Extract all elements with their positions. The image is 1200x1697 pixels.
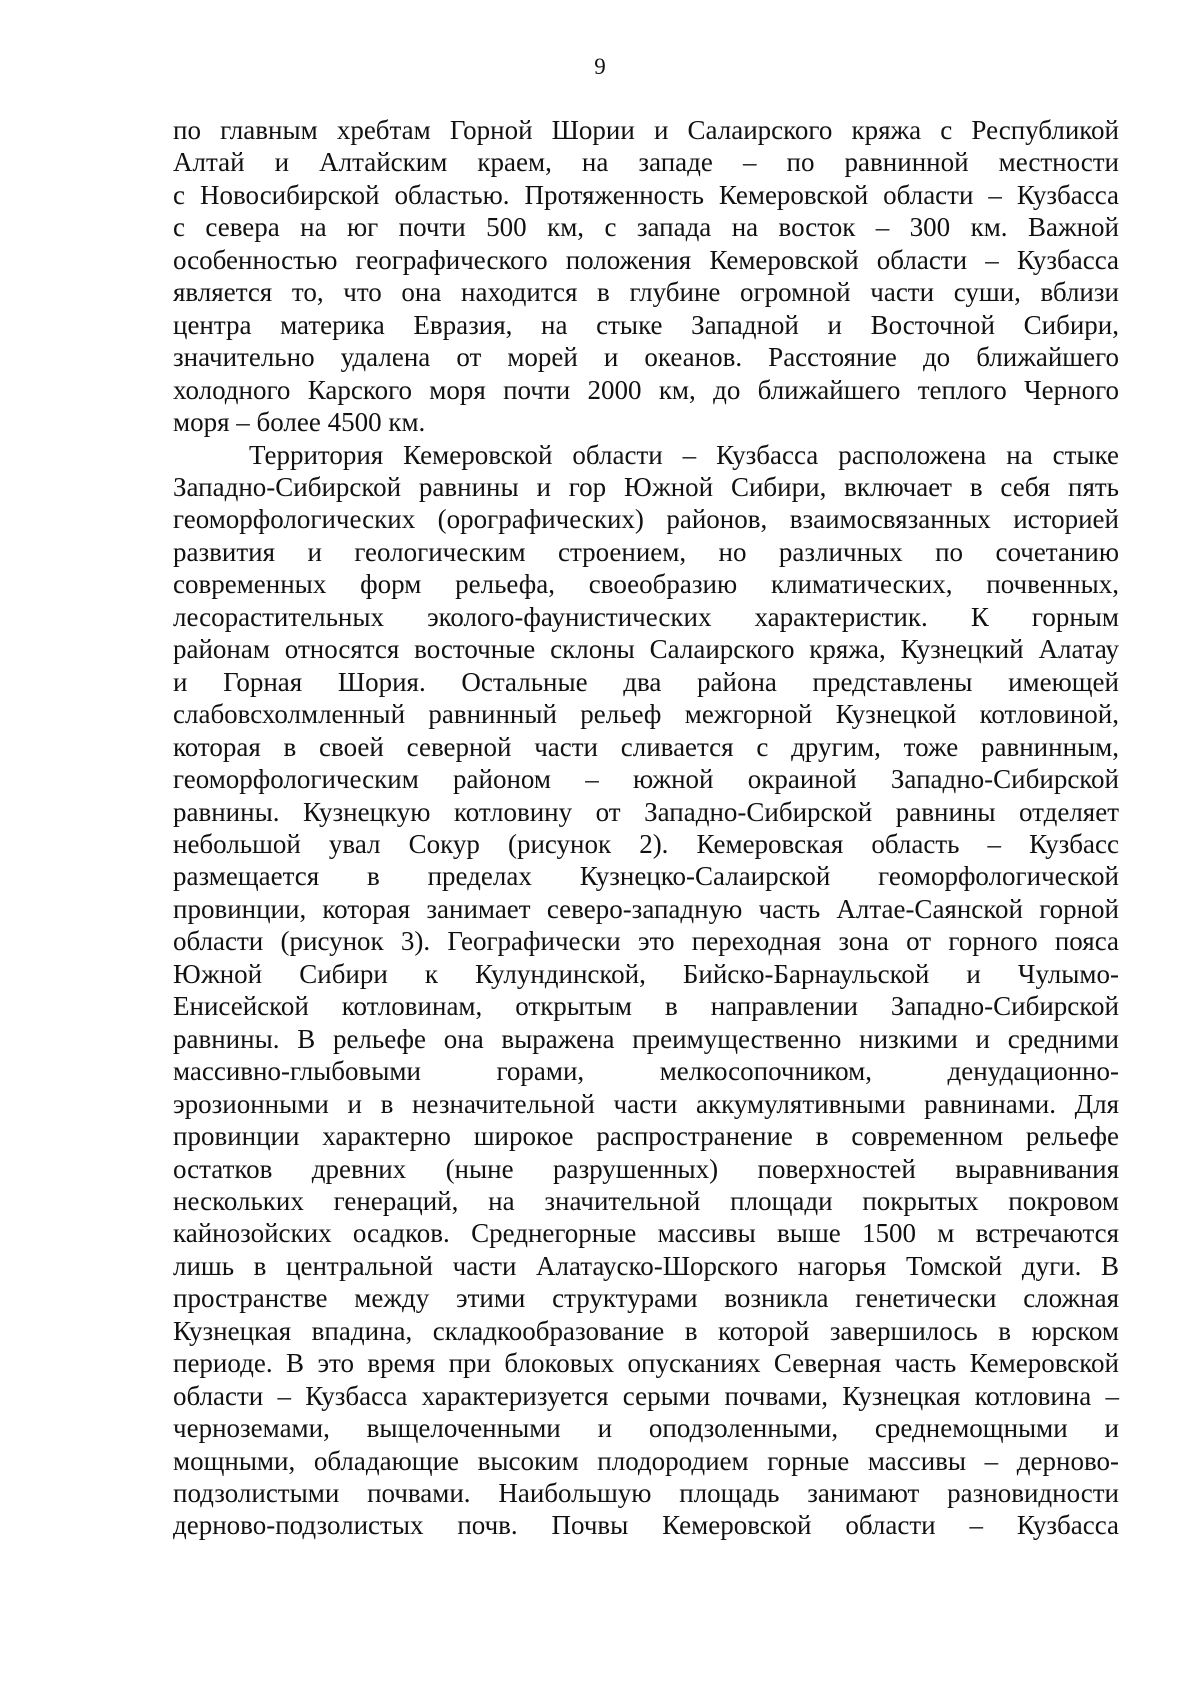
text-line: по главным хребтам Горной Шории и Салаирского кряжа с Республикой [173, 115, 1119, 145]
text-line: геоморфологических (орографических) районов, взаимосвязанных историей [173, 504, 1119, 535]
text-line: области – Кузбасса характеризуется серыми почвами, Кузнецкая котловина – [173, 1380, 1119, 1411]
text-line: Енисейской котловинам, открытым в направлении Западно-Сибирской [173, 991, 1119, 1022]
text-line: равнины. Кузнецкую котловину от Западно-Сибирской равнины отделяет [173, 796, 1119, 827]
text-line: лесорастительных эколого-фаунистических характеристик. К горным [173, 601, 1119, 632]
text-line: Южной Сибири к Кулундинской, Бийско-Барнаульской и Чулымо- [173, 958, 1119, 989]
text-line: моря – более 4500 км. [173, 407, 426, 438]
text-line: и Горная Шория. Остальные два района представлены имеющей [173, 666, 1119, 697]
text-line: лишь в центральной части Алатауско-Шорского нагорья Томской дуги. В [173, 1250, 1119, 1281]
text-line: Алтай и Алтайским краем, на западе – по равнинной местности [173, 147, 1119, 178]
text-line: провинции, которая занимает северо-западную часть Алтае-Саянской горной [173, 893, 1119, 924]
text-line: эрозионными и в незначительной части аккумулятивными равнинами. Для [173, 1088, 1119, 1119]
document-body [173, 114, 1119, 1542]
text-line: равнины. В рельефе она выражена преимущественно низкими и средними [173, 1023, 1119, 1054]
text-line: нескольких генераций, на значительной площади покрытых покровом [173, 1185, 1119, 1216]
text-line: кайнозойских осадков. Среднегорные массивы выше 1500 м встречаются [173, 1218, 1119, 1249]
text-line: которая в своей северной части сливается с другим, тоже равнинным, [173, 731, 1119, 762]
text-line: Кузнецкая впадина, складкообразование в которой завершилось в юрском [173, 1315, 1119, 1346]
page-number: 9 [594, 54, 606, 79]
text-line: районам относятся восточные склоны Салаирского кряжа, Кузнецкий Алатау [173, 634, 1119, 665]
text-line: массивно-глыбовыми горами, мелкосопочником, денудационно- [173, 1056, 1119, 1087]
text-line: небольшой увал Сокур (рисунок 2). Кемеровская область – Кузбасс [173, 828, 1119, 859]
text-line: является то, что она находится в глубине огромной части суши, вблизи [173, 277, 1119, 308]
text-line: Западно-Сибирской равнины и гор Южной Сибири, включает в себя пять [173, 471, 1119, 502]
text-line: развития и геологическим строением, но различных по сочетанию [173, 536, 1119, 567]
text-line: пространстве между этими структурами возникла генетически сложная [173, 1283, 1119, 1314]
text-line: особенностью географического положения Кемеровской области – Кузбасса [173, 244, 1119, 275]
text-line: современных форм рельефа, своеобразию климатических, почвенных, [173, 569, 1119, 600]
text-line: провинции характерно широкое распространение в современном рельефе [173, 1121, 1119, 1152]
text-line: периоде. В это время при блоковых опусканиях Северная часть Кемеровской [173, 1348, 1119, 1379]
text-line: с севера на юг почти 500 км, с запада на восток – 300 км. Важной [173, 212, 1119, 243]
text-line: Территория Кемеровской области – Кузбасса расположена на стыке [249, 439, 1119, 470]
text-line: холодного Карского моря почти 2000 км, до ближайшего теплого Черного [173, 374, 1119, 405]
text-line: центра материка Евразия, на стыке Западной и Восточной Сибири, [173, 309, 1119, 340]
text-line: с Новосибирской областью. Протяженность Кемеровской области – Кузбасса [173, 179, 1119, 210]
text-line: остатков древних (ныне разрушенных) поверхностей выравнивания [173, 1153, 1119, 1184]
text-line: слабовсхолмленный равнинный рельеф межгорной Кузнецкой котловиной, [173, 699, 1119, 730]
text-line: геоморфологическим районом – южной окраиной Западно-Сибирской [173, 764, 1119, 795]
text-line: черноземами, выщелоченными и оподзоленными, среднемощными и [173, 1413, 1119, 1444]
text-line: значительно удалена от морей и океанов. Расстояние до ближайшего [173, 342, 1119, 373]
text-line: области (рисунок 3). Географически это переходная зона от горного пояса [173, 926, 1119, 957]
text-line: подзолистыми почвами. Наибольшую площадь занимают разновидности [173, 1478, 1119, 1509]
text-line: дерново-подзолистых почв. Почвы Кемеровской области – Кузбасса [173, 1510, 1119, 1541]
text-line: размещается в пределах Кузнецко-Салаирской геоморфологической [173, 861, 1119, 892]
text-line: мощными, обладающие высоким плодородием горные массивы – дерново- [173, 1445, 1119, 1476]
